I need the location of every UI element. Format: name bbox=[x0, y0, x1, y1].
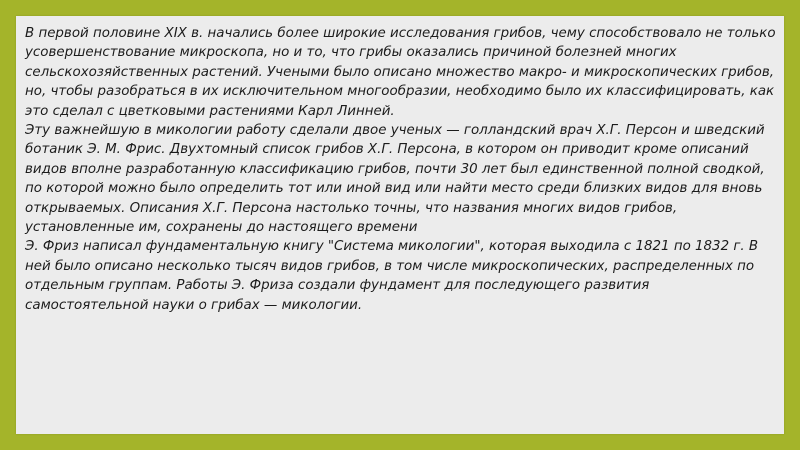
slide-panel bbox=[16, 16, 784, 434]
paragraph-history: В первой половине XIX в. начались более широкие исследования грибов, чему способствовало не только усовершенствование микроскопа, но и то, что грибы оказались причиной болезней многих сельскохозяйственных растений. Учеными было описано множество макро- и микроскопических грибов, но, чтобы разобраться в их исключительном многообразии, необходимо было их классифицировать, как это сделал с цветковыми растениями Карл Линней. bbox=[25, 26, 776, 119]
paragraph-persoon-fries: Эту важнейшую в микологии работу сделали двое ученых — голландский врач Х.Г. Персон и шведский ботаник Э. М. Фрис. Двухтомный список грибов Х.Г. Персона, в котором он приводит кроме описаний видов вполне разработанную классификацию грибов, почти 30 лет был единственной полной сводкой, по которой можно было определить тот или иной вид или найти место среди близких видов для вновь открываемых. Описания Х.Г. Персона настолько точны, что названия многих видов грибов, установленные им, сохранены до настоящего времени bbox=[25, 123, 765, 236]
text-body bbox=[25, 24, 777, 315]
paragraph-systema-mycologicum: Э. Фриз написал фундаментальную книгу "Система микологии", которая выходила с 1821 по 1832 г. В ней было описано несколько тысяч видов грибов, в том числе микроскопических, распределенных по отдельным группам. Работы Э. Фриза создали фундамент для последующего развития самостоятельной науки о грибах — микологии. bbox=[25, 239, 759, 313]
